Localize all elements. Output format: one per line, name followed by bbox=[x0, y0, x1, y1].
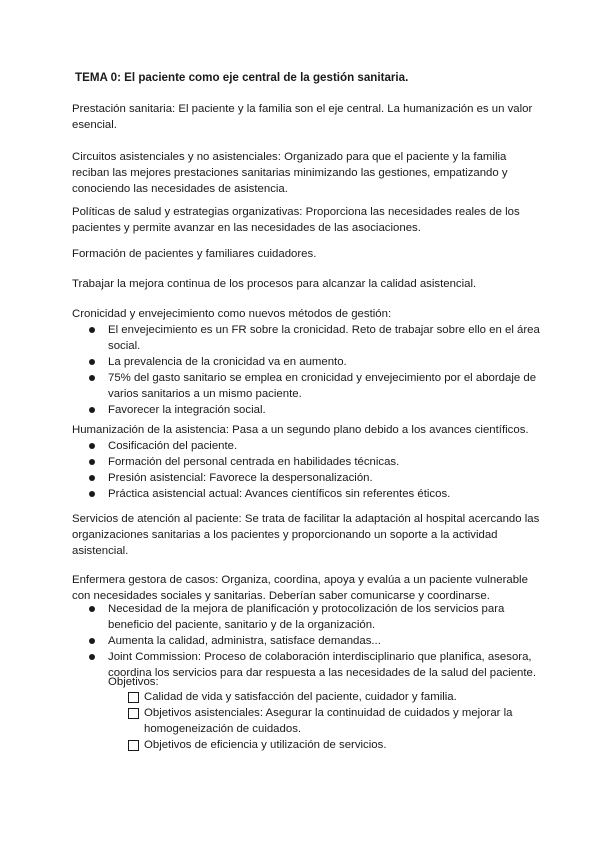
checkbox-icon bbox=[128, 740, 139, 751]
paragraph-servicios: Servicios de atención al paciente: Se trata de facilitar la adaptación al hospital acercando las organizaciones sanitarias a los pacientes y proporcionando un soporte a la actividad asistencial. bbox=[72, 513, 540, 557]
paragraph-circuitos: Circuitos asistenciales y no asistenciales: Organizado para que el paciente y la familia reciban las mejores prestaciones sanitarias minimizando las gestiones, empatizando y conociendo las necesidades de asistencia. bbox=[72, 151, 508, 195]
objetivos-label: Objetivos: bbox=[108, 676, 159, 688]
list-item: Presión asistencial: Favorece la despersonalización. bbox=[72, 470, 542, 486]
bullet-icon bbox=[89, 443, 95, 449]
list-item: 75% del gasto sanitario se emplea en cronicidad y envejecimiento por el abordaje de varios sanitarios a un mismo paciente. bbox=[72, 370, 542, 402]
cronicidad-list bbox=[72, 322, 542, 418]
list-item: Objetivos de eficiencia y utilización de servicios. bbox=[108, 737, 548, 753]
bullet-icon bbox=[89, 459, 95, 465]
bullet-icon bbox=[89, 359, 95, 365]
list-item: La prevalencia de la cronicidad va en aumento. bbox=[72, 354, 542, 370]
bullet-icon bbox=[89, 491, 95, 497]
list-item: Joint Commission: Proceso de colaboración interdisciplinario que planifica, asesora, coordina los servicios para dar respuesta a las necesidades de la salud del paciente. bbox=[72, 649, 542, 681]
bullet-icon bbox=[89, 475, 95, 481]
bullet-icon bbox=[89, 327, 95, 333]
paragraph-cronicidad: Cronicidad y envejecimiento como nuevos métodos de gestión: bbox=[72, 308, 392, 320]
enfermera-list bbox=[72, 601, 542, 681]
objetivos-list bbox=[108, 689, 548, 753]
bullet-icon bbox=[89, 375, 95, 381]
page-title: TEMA 0: El paciente como eje central de la gestión sanitaria. bbox=[75, 71, 409, 84]
list-item: Cosificación del paciente. bbox=[72, 438, 542, 454]
humanizacion-list bbox=[72, 438, 542, 502]
paragraph-humanizacion: Humanización de la asistencia: Pasa a un segundo plano debido a los avances científicos. bbox=[72, 424, 529, 436]
checkbox-icon bbox=[128, 708, 139, 719]
paragraph-trabajar: Trabajar la mejora continua de los procesos para alcanzar la calidad asistencial. bbox=[72, 278, 477, 290]
bullet-icon bbox=[89, 638, 95, 644]
list-item: Práctica asistencial actual: Avances científicos sin referentes éticos. bbox=[72, 486, 542, 502]
list-item: Favorecer la integración social. bbox=[72, 402, 542, 418]
checkbox-icon bbox=[128, 692, 139, 703]
bullet-icon bbox=[89, 606, 95, 612]
bullet-icon bbox=[89, 407, 95, 413]
bullet-icon bbox=[89, 654, 95, 660]
list-item: Objetivos asistenciales: Asegurar la continuidad de cuidados y mejorar la homogeneización de cuidados. bbox=[108, 705, 548, 737]
paragraph-prestacion: Prestación sanitaria: El paciente y la familia son el eje central. La humanización es un valor esencial. bbox=[72, 103, 533, 131]
list-item: Necesidad de la mejora de planificación y protocolización de los servicios para beneficio del paciente, sanitario y de la organización. bbox=[72, 601, 542, 633]
list-item: Calidad de vida y satisfacción del paciente, cuidador y familia. bbox=[108, 689, 548, 705]
paragraph-enfermera: Enfermera gestora de casos: Organiza, coordina, apoya y evalúa a un paciente vulnerable con necesidades sociales y sanitarias. Deberían saber comunicarse y coordinarse. bbox=[72, 574, 528, 602]
paragraph-politicas: Políticas de salud y estrategias organizativas: Proporciona las necesidades reales de los pacientes y permite avanzar en las necesidades de las asociaciones. bbox=[72, 206, 520, 234]
list-item: El envejecimiento es un FR sobre la cronicidad. Reto de trabajar sobre ello en el área social. bbox=[72, 322, 542, 354]
list-item: Formación del personal centrada en habilidades técnicas. bbox=[72, 454, 542, 470]
paragraph-formacion: Formación de pacientes y familiares cuidadores. bbox=[72, 248, 317, 260]
list-item: Aumenta la calidad, administra, satisface demandas... bbox=[72, 633, 542, 649]
